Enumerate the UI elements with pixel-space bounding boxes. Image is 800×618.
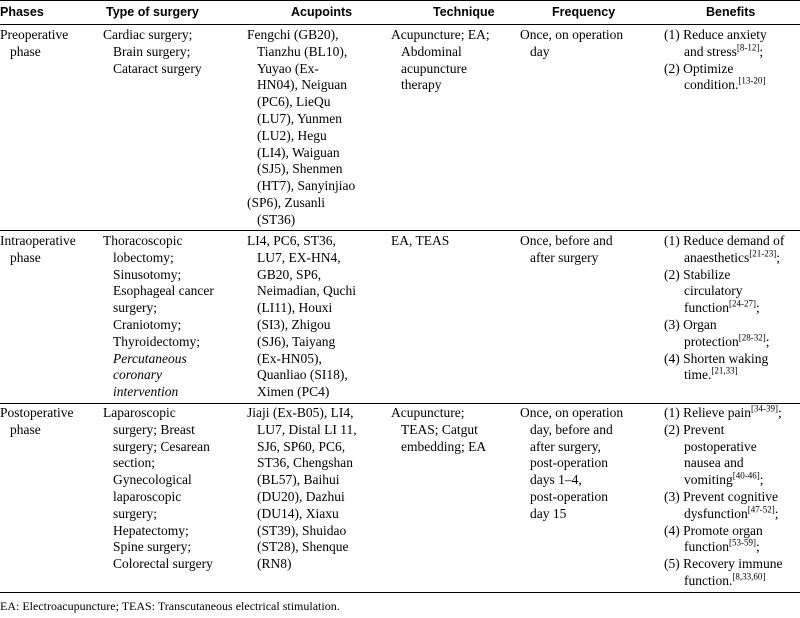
technique-cell: EA, TEAS (391, 233, 450, 248)
header-type-of-surgery: Type of surgery (106, 5, 199, 19)
table-top-rule (0, 0, 800, 1)
acupoints-cell: LI4, PC6, ST36, LU7, EX-HN4, GB20, SP6, Neimadian, Quchi (LI11), Houxi (SI3), Zhigou (SJ6), Taiyang (Ex-HN05), Quanliao (SI18), Ximen (PC4) (247, 233, 356, 400)
benefits-cell: (1) Reduce demand of anaesthetics[21-23]; (2) Stabilize circulatory function[24-27]; (3) Organ protection[28-32]; (4) Shorten waking time.[21,33] (664, 233, 785, 383)
technique-cell: Acupuncture; TEAS; Catgut embedding; EA (391, 405, 487, 454)
phase-cell: Postoperative phase (0, 405, 74, 437)
frequency-cell: Once, on operation day (520, 27, 624, 59)
header-technique: Technique (433, 5, 495, 19)
row-rule (0, 403, 800, 404)
frequency-cell: Once, before and after surgery (520, 233, 613, 265)
benefits-cell: (1) Relieve pain[34-39]; (2) Prevent postoperative nausea and vomiting[40-46]; (3) Prevent cognitive dysfunction[47-52]; (4) Promote organ function[53-59]; (5) Recovery immune function.[8,33,60] (664, 403, 783, 588)
acupoints-cell: Jiaji (Ex-B05), LI4, LU7, Distal LI 11, SJ6, SP60, PC6, ST36, Chengshan (BL57), Baihui (DU20), Dazhui (DU14), Xiaxu (ST39), Shuidao (ST28), Shenque (RN8) (247, 405, 357, 572)
header-phases: Phases (0, 5, 44, 19)
surgery-cell: Laparoscopic surgery; Breast surgery; Cesarean section; Gynecological laparoscopic surgery; Hepatectomy; Spine surgery; Colorectal surgery (103, 405, 213, 572)
technique-cell: Acupuncture; EA; Abdominal acupuncture therapy (391, 27, 490, 93)
surgery-cell: Cardiac surgery; Brain surgery; Cataract surgery (103, 27, 202, 76)
header-bottom-rule (0, 24, 800, 25)
phase-cell: Intraoperative phase (0, 233, 76, 265)
acupoints-cell: Fengchi (GB20), Tianzhu (BL10), Yuyao (Ex- HN04), Neiguan (PC6), LieQu (LU7), Yunmen (LU2), Hegu (LI4), Waiguan (SJ5), Shenmen (HT7), Sanyinjiao (SP6), Zusanli (ST36) (247, 27, 356, 227)
row-rule (0, 230, 800, 231)
benefits-cell: (1) Reduce anxiety and stress[8-12]; (2) Optimize condition.[13-20] (664, 27, 767, 93)
header-benefits: Benefits (706, 5, 756, 19)
frequency-cell: Once, on operation day, before and after surgery, post-operation days 1–4, post-operation day 15 (520, 405, 624, 521)
table-footnote: EA: Electroacupuncture; TEAS: Transcutaneous electrical stimulation. (0, 599, 340, 613)
header-frequency: Frequency (552, 5, 616, 19)
header-acupoints: Acupoints (291, 5, 353, 19)
surgery-cell: Thoracoscopic lobectomy; Sinusotomy; Esophageal cancer surgery; Craniotomy; Thyroidectomy; Percutaneous coronary intervention (103, 233, 214, 400)
phase-cell: Preoperative phase (0, 27, 69, 59)
table-bottom-rule (0, 592, 800, 593)
